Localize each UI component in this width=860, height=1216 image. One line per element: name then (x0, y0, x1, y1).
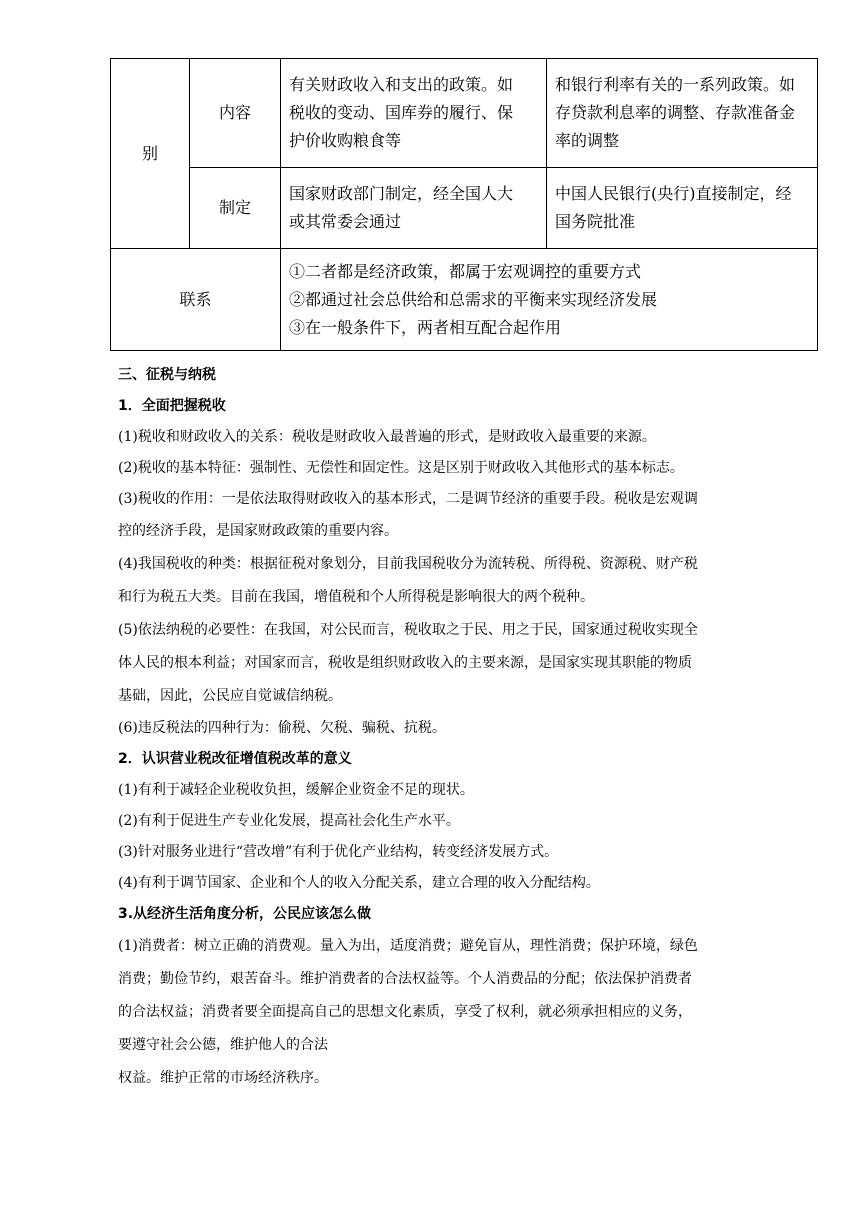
paragraph-line: 的合法权益；消费者要全面提高自己的思想文化素质，享受了权利，就必须承担相应的义务， (118, 1004, 692, 1020)
paragraph-line: (4)我国税收的种类：根据征税对象划分，目前我国税收分为流转税、所得税、资源税、财产税 (118, 556, 698, 572)
content-monetary-cell (547, 59, 818, 168)
paragraph-line: 体人民的根本利益；对国家而言，税收是组织财政收入的主要来源，是国家实现其职能的物质 (118, 655, 692, 671)
relation-label: 联系 (111, 249, 281, 351)
formulation-monetary-line: 国务院批准 (555, 212, 636, 231)
paragraph-line: (2)税收的基本特征：强制性、无偿性和固定性。这是区别于财政收入其他形式的基本标志。 (118, 460, 684, 476)
subsection-heading: 1．全面把握税收 (118, 398, 226, 414)
subsection-heading: 3.从经济生活角度分析，公民应该怎么做 (118, 906, 372, 922)
paragraph-line: (3)针对服务业进行“营改增”有利于优化产业结构，转变经济发展方式。 (118, 844, 559, 860)
formulation-label: 制定 (190, 168, 281, 249)
paragraph-line: (1)消费者：树立正确的消费观。量入为出，适度消费；避免盲从，理性消费；保护环境，绿色 (118, 938, 698, 954)
paragraph-line: (2)有利于促进生产专业化发展，提高社会化生产水平。 (118, 813, 460, 829)
content-monetary-line: 和银行利率有关的一系列政策。如 (555, 75, 796, 94)
paragraph-line: 控的经济手段，是国家财政政策的重要内容。 (118, 523, 398, 539)
table-row-formulation (111, 168, 818, 249)
formulation-monetary-line: 中国人民银行(央行)直接制定，经 (555, 184, 792, 203)
relation-cell (281, 249, 818, 351)
policy-comparison-table (110, 58, 818, 351)
paragraph-line: 基础，因此，公民应自觉诚信纳税。 (118, 688, 342, 704)
content-monetary-line: 率的调整 (555, 131, 620, 150)
formulation-monetary-cell (547, 168, 818, 249)
paragraph-line: 消费；勤俭节约，艰苦奋斗。维护消费者的合法权益等。个人消费品的分配；依法保护消费者 (118, 971, 692, 987)
document-body (118, 360, 820, 1095)
table-row-relation (111, 249, 818, 351)
content-fiscal-line: 税收的变动、国库券的履行、保 (289, 103, 514, 122)
paragraph-line: (1)税收和财政收入的关系：税收是财政收入最普遍的形式，是财政收入最重要的来源。 (118, 429, 656, 445)
content-monetary-line: 存贷款利息率的调整、存款准备金 (555, 103, 796, 122)
paragraph-line: (3)税收的作用：一是依法取得财政收入的基本形式，二是调节经济的重要手段。税收是宏观调 (118, 491, 698, 507)
paragraph-line: 要遵守社会公德，维护他人的合法 (118, 1037, 328, 1053)
paragraph-line: (4)有利于调节国家、企业和个人的收入分配关系，建立合理的收入分配结构。 (118, 875, 600, 891)
relation-item: ①二者都是经济政策，都属于宏观调控的重要方式 (289, 261, 642, 281)
table-row-content (111, 59, 818, 168)
content-fiscal-cell (281, 59, 547, 168)
content-fiscal-line: 护价收购粮食等 (289, 131, 402, 150)
section-heading: 三、征税与纳税 (118, 367, 216, 383)
subsection-heading: 2．认识营业税改征增值税改革的意义 (118, 751, 352, 767)
paragraph-line: (1)有利于减轻企业税收负担，缓解企业资金不足的现状。 (118, 782, 474, 798)
relation-item: ②都通过社会总供给和总需求的平衡来实现经济发展 (289, 289, 658, 309)
paragraph-line: 和行为税五大类。目前在我国，增值税和个人所得税是影响很大的两个税种。 (118, 589, 594, 605)
paragraph-line: 权益。维护正常的市场经济秩序。 (118, 1070, 328, 1086)
content-fiscal-line: 有关财政收入和支出的政策。如 (289, 75, 514, 94)
content-label: 内容 (190, 59, 281, 168)
relation-item: ③在一般条件下，两者相互配合起作用 (289, 317, 562, 337)
paragraph-line: (6)违反税法的四种行为：偷税、欠税、骗税、抗税。 (118, 720, 446, 736)
formulation-fiscal-line: 或其常委会通过 (289, 212, 402, 231)
formulation-fiscal-cell (281, 168, 547, 249)
distinction-label: 别 (111, 59, 190, 249)
formulation-fiscal-line: 国家财政部门制定，经全国人大 (289, 184, 514, 203)
paragraph-line: (5)依法纳税的必要性：在我国，对公民而言，税收取之于民、用之于民，国家通过税收实现全 (118, 622, 698, 638)
